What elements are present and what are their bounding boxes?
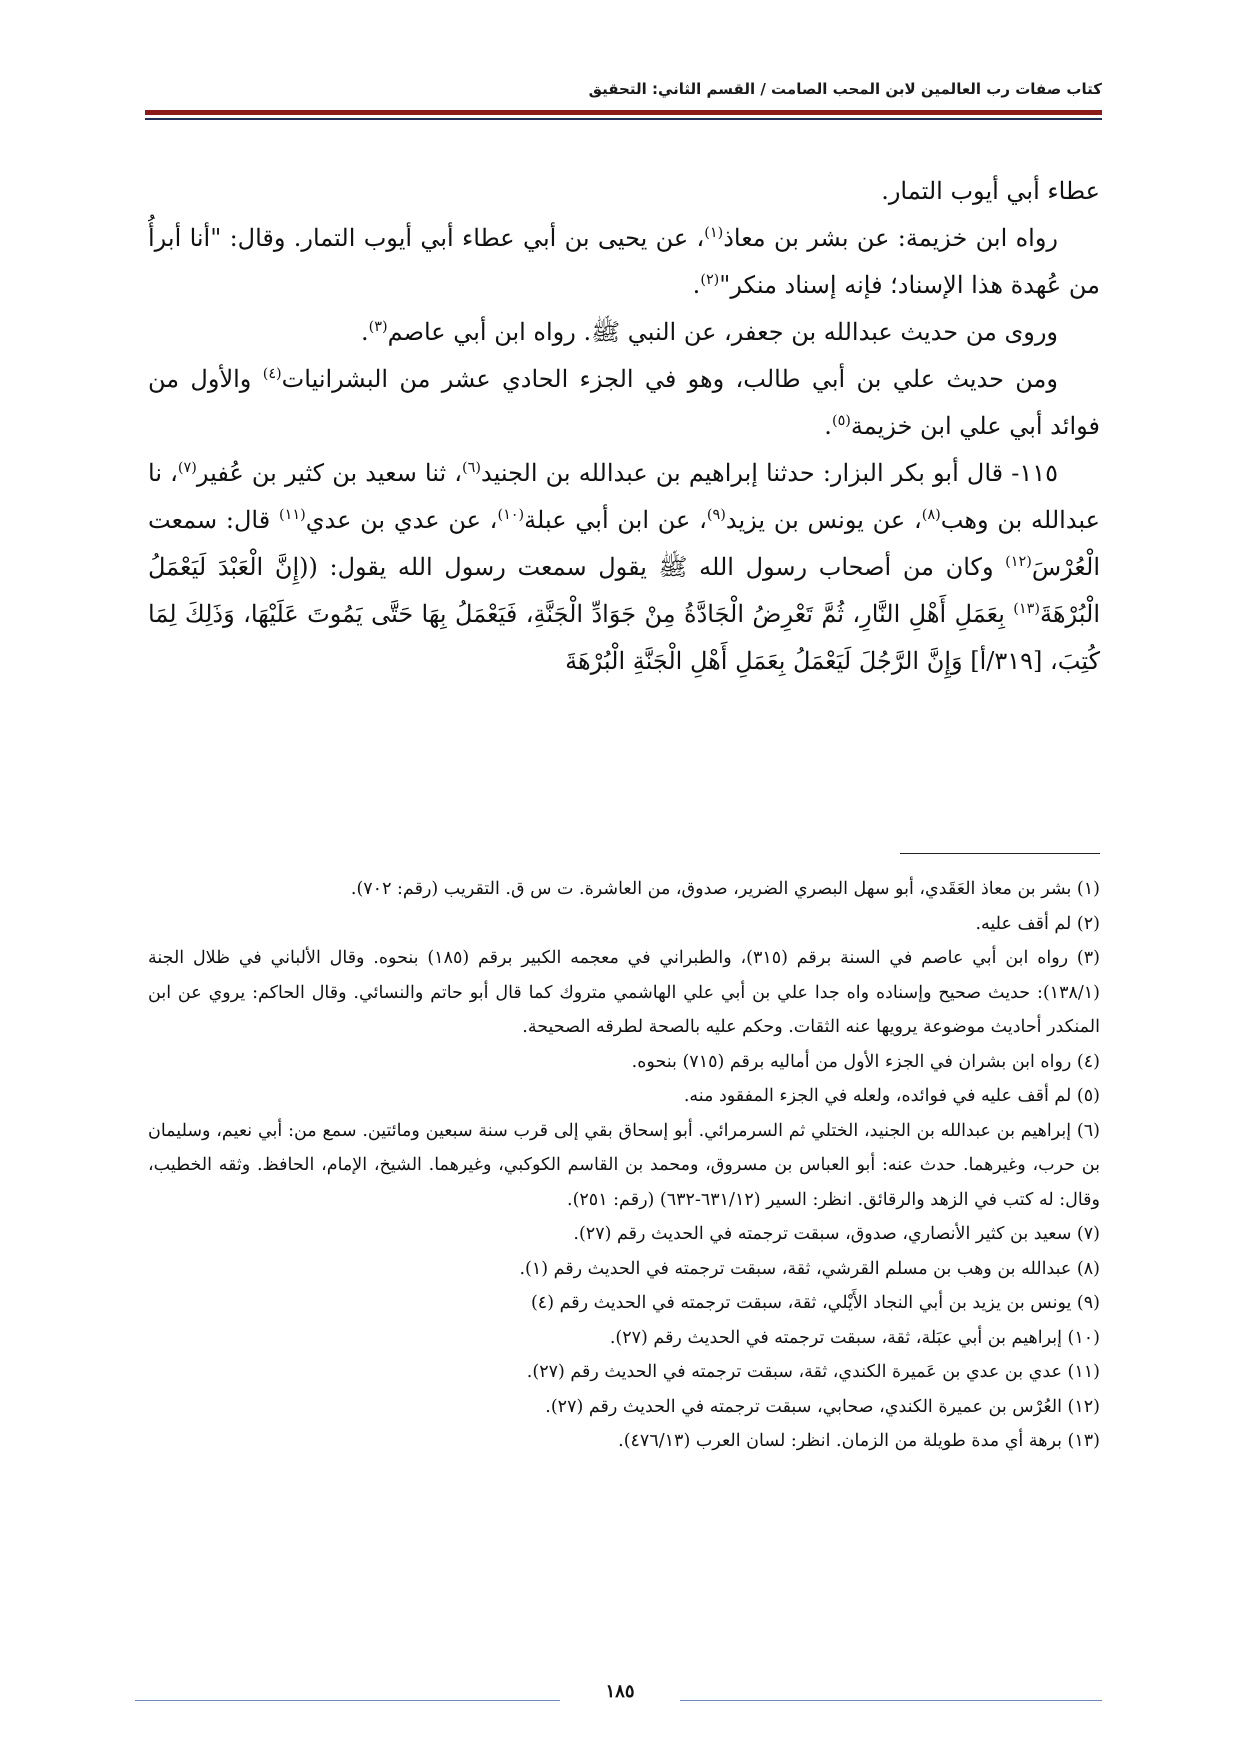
paragraph-text: ١١٥- قال أبو بكر البزار: حدثنا إبراهيم بن عبدالله بن الجنيد bbox=[480, 459, 1058, 487]
paragraph-4 bbox=[148, 356, 1100, 450]
footnote-ref[interactable]: (٧) bbox=[177, 460, 197, 476]
footnote-ref[interactable]: (١٠) bbox=[497, 507, 525, 523]
paragraph-text: ، نا عبدالله بن وهب bbox=[148, 459, 1100, 534]
footnote-ref[interactable]: (١٣) bbox=[1013, 601, 1040, 617]
footnote: (٨) عبدالله بن وهب بن مسلم القرشي، ثقة، سبقت ترجمته في الحديث رقم (١). bbox=[519, 1258, 1100, 1279]
paragraph-3 bbox=[148, 309, 1100, 356]
main-text bbox=[148, 168, 1100, 685]
footnote-ref[interactable]: (٨) bbox=[921, 507, 941, 523]
footnote-ref[interactable]: (٢) bbox=[700, 272, 720, 288]
page-number: ١٨٥ bbox=[560, 1681, 680, 1702]
footnote: (٤) رواه ابن بشران في الجزء الأول من أماليه برقم (٧١٥) بنحوه. bbox=[631, 1051, 1100, 1072]
paragraph-text: رواه ابن خزيمة: عن بشر بن معاذ bbox=[723, 224, 1058, 252]
paragraph-text: ، ثنا سعيد بن كثير بن عُفير bbox=[196, 459, 462, 487]
footnote: (٥) لم أقف عليه في فوائده، ولعله في الجزء المفقود منه. bbox=[683, 1086, 1100, 1106]
footnote: (١) بشر بن معاذ العَقَدي، أبو سهل البصري الضرير، صدوق، من العاشرة. ت س ق. التقريب (رقم: ٧٠٢). bbox=[350, 879, 1100, 899]
paragraph-2 bbox=[148, 215, 1100, 309]
paragraph-text: ، عن عدي بن عدي bbox=[305, 506, 498, 534]
footnote-ref[interactable]: (٣) bbox=[368, 319, 388, 335]
paragraph-text: ، عن ابن أبي عبلة bbox=[524, 506, 707, 534]
footnotes bbox=[148, 872, 1100, 1459]
footnote-ref[interactable]: (١١) bbox=[278, 507, 306, 523]
footnote: (٩) يونس بن يزيد بن أبي النجاد الأَيْلي، ثقة، سبقت ترجمته في الحديث رقم (٤) bbox=[530, 1293, 1100, 1313]
header-rule-thick bbox=[145, 110, 1102, 115]
footnote-ref[interactable]: (٦) bbox=[462, 460, 481, 476]
paragraph-text: وروى من حديث عبدالله بن جعفر، عن النبي ﷺ. رواه ابن أبي عاصم bbox=[387, 318, 1058, 346]
footnote: (١٣) برهة أي مدة طويلة من الزمان. انظر: لسان العرب (٤٧٦/١٣). bbox=[618, 1431, 1100, 1451]
footnote-ref[interactable]: (١) bbox=[704, 225, 724, 241]
footnote-ref[interactable]: (٩) bbox=[706, 507, 726, 523]
paragraph-5 bbox=[148, 450, 1100, 685]
footnote: (٧) سعيد بن كثير الأنصاري، صدوق، سبقت ترجمته في الحديث رقم (٢٧). bbox=[573, 1224, 1100, 1244]
footnote: (٦) إبراهيم بن عبدالله بن الجنيد، الختلي ثم السرمرائي. أبو إسحاق بقي إلى قرب سنة سبعين ومائتين. سمع من: أبي نعيم، وسليمان بن حرب، وغيرهما. حدث عنه: أبو العباس بن مسروق، ومحمد بن القاسم الكوكبي، وغيرهما. الشيخ، الإمام، الحافظ. وثقه الخطيب، وقال: له كتب في الزهد والرقائق. انظر: السير (٦٣١/١٢-٦٣٢) (رقم: ٢٥١). bbox=[148, 1120, 1100, 1210]
footnote: (١٠) إبراهيم بن أبي عبَلة، ثقة، سبقت ترجمته في الحديث رقم (٢٧). bbox=[609, 1327, 1100, 1348]
paragraph-text: بِعَمَلِ أَهْلِ النَّارِ، ثُمَّ تَعْرِضُ الْجَادَّةُ مِنْ جَوَادِّ الْجَنَّةِ، فَيَعْمَلُ بِهَا حَتَّى يَمُوتَ عَلَيْهَا، وَذَلِكَ لِمَا كُتِبَ، [٣١٩/أ] وَإِنَّ الرَّجُلَ لَيَعْمَلُ بِعَمَلِ أَهْلِ الْجَنَّةِ الْبُرْهَةَ bbox=[148, 600, 1100, 675]
paragraph-1 bbox=[148, 168, 1100, 215]
paragraph-text: . bbox=[692, 271, 701, 299]
running-header: كتاب صفات رب العالمين لابن المحب الصامت / القسم الثاني: التحقيق bbox=[588, 80, 1102, 98]
paragraph-text: ، عن يونس بن يزيد bbox=[725, 506, 922, 534]
paragraph-text: والأول من فوائد أبي علي ابن خزيمة bbox=[148, 365, 1100, 440]
footnote-ref[interactable]: (٥) bbox=[831, 413, 851, 429]
paragraph-text: . bbox=[360, 318, 369, 346]
footnote-ref[interactable]: (١٢) bbox=[1005, 554, 1032, 570]
footnote: (١٢) العُرْس بن عميرة الكندي، صحابي، سبقت ترجمته في الحديث رقم (٢٧). bbox=[545, 1396, 1100, 1417]
footnote: (٣) رواه ابن أبي عاصم في السنة برقم (٣١٥)، والطبراني في معجمه الكبير برقم (١٨٥) بنحوه. وقال الألباني في ظلال الجنة (١٣٨/١): حديث صحيح وإسناده واه جدا علي بن أبي علي الهاشمي متروك كما قال أبو حاتم والنسائي. وقال الحاكم: يروي عن ابن المنكدر أحاديث موضوعة يرويها عنه الثقات. وحكم عليه بالصحة لطرقه الصحيحة. bbox=[148, 948, 1100, 1037]
footnote: (٢) لم أقف عليه. bbox=[975, 913, 1100, 934]
paragraph-text: قال: سمعت الْعُرْسَ bbox=[148, 506, 1100, 581]
header-rule-thin bbox=[145, 118, 1102, 120]
paragraph-text: ومن حديث علي بن أبي طالب، وهو في الجزء الحادي عشر من البشرانيات bbox=[281, 365, 1058, 393]
footnote-separator bbox=[900, 853, 1100, 854]
paragraph-text: وكان من أصحاب رسول الله ﷺ يقول سمعت رسول الله يقول: ((إِنَّ الْعَبْدَ لَيَعْمَلُ الْبُرْهَةَ bbox=[148, 553, 1100, 628]
paragraph-text: . bbox=[824, 412, 832, 440]
paragraph-text: ، عن يحيى بن أبي عطاء أبي أيوب التمار. وقال: "أنا أبرأُ من عُهدة هذا الإسناد؛ فإنه إسناد منكر" bbox=[148, 224, 1100, 299]
footnote-ref[interactable]: (٤) bbox=[262, 366, 282, 382]
footnote: (١١) عدي بن عدي بن عَميرة الكندي، ثقة، سبقت ترجمته في الحديث رقم (٢٧). bbox=[526, 1362, 1100, 1382]
paragraph-text: عطاء أبي أيوب التمار. bbox=[881, 177, 1100, 205]
